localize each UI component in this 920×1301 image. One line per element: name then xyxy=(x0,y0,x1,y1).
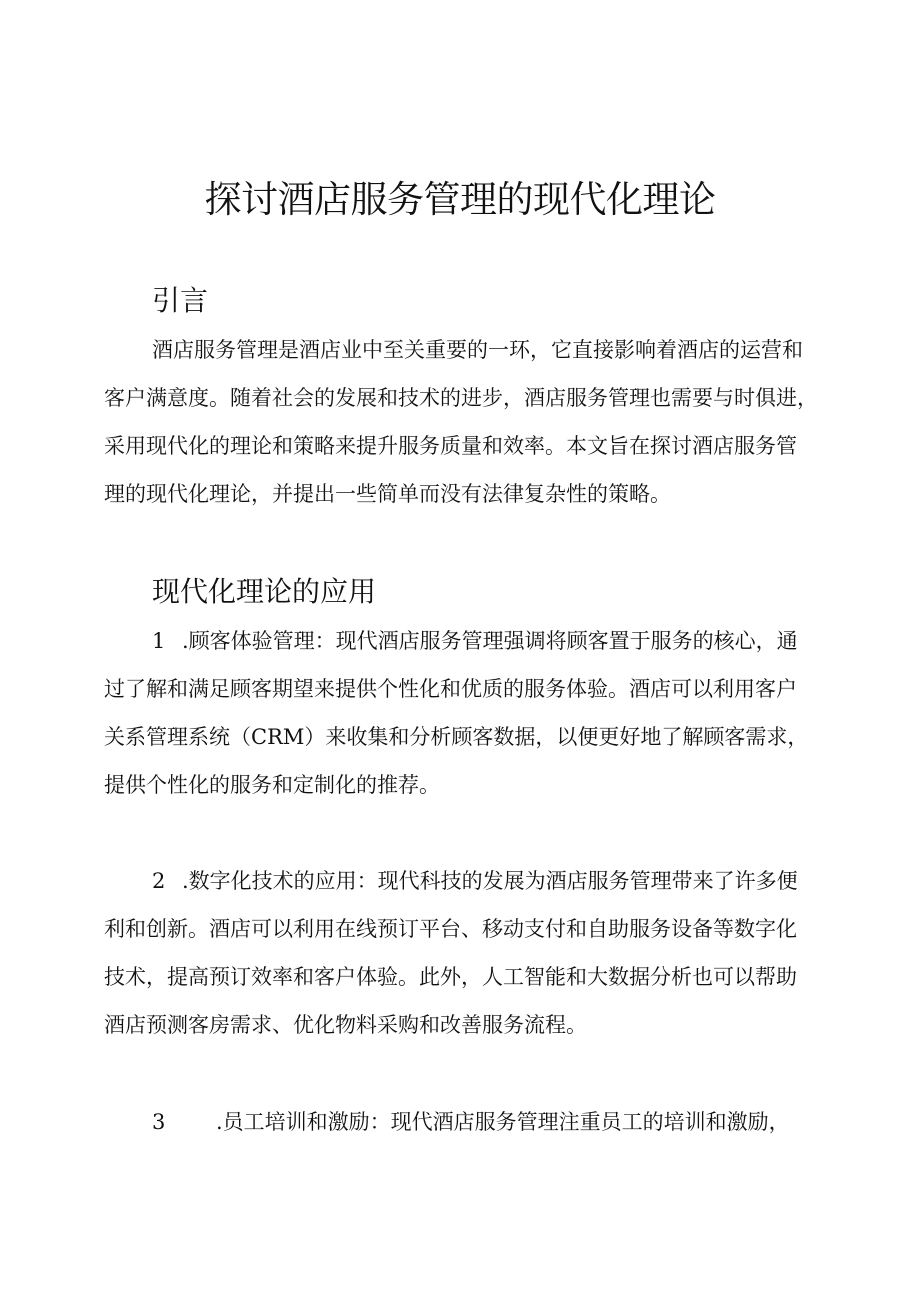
paragraph-line: 关系管理系统（CRM）来收集和分析顾客数据，以便更好地了解顾客需求， xyxy=(104,725,809,749)
paragraph-line: .员工培训和激励：现代酒店服务管理注重员工的培训和激励， xyxy=(216,1110,790,1134)
paragraph-line: 客户满意度。随着社会的发展和技术的进步，酒店服务管理也需要与时俱进， xyxy=(104,386,818,410)
section-heading-applications: 现代化理论的应用 xyxy=(152,575,377,608)
introduction-paragraph xyxy=(104,326,824,518)
list-item-number: 1 xyxy=(152,629,166,653)
list-item-customer-experience xyxy=(104,617,824,809)
document-title: 探讨酒店服务管理的现代化理论 xyxy=(204,178,716,221)
paragraph-line: .顾客体验管理：现代酒店服务管理强调将顾客置于服务的核心，通 xyxy=(182,629,798,653)
list-item-number: 2 xyxy=(152,869,166,893)
paragraph-line: 酒店预测客房需求、优化物料采购和改善服务流程。 xyxy=(104,1013,587,1037)
section-heading-introduction: 引言 xyxy=(152,284,209,317)
paragraph-line: 利和创新。酒店可以利用在线预订平台、移动支付和自助服务设备等数字化 xyxy=(104,917,797,941)
paragraph-line: 过了解和满足顾客期望来提供个性化和优质的服务体验。酒店可以利用客户 xyxy=(104,677,797,701)
paragraph-line: 技术，提高预订效率和客户体验。此外，人工智能和大数据分析也可以帮助 xyxy=(104,965,797,989)
paragraph-line: 理的现代化理论，并提出一些简单而没有法律复杂性的策略。 xyxy=(104,482,671,506)
list-item-staff-training xyxy=(104,1098,824,1146)
list-item-digital-technology xyxy=(104,857,824,1049)
paragraph-line: 酒店服务管理是酒店业中至关重要的一环，它直接影响着酒店的运营和 xyxy=(152,338,803,362)
paragraph-line: .数字化技术的应用：现代科技的发展为酒店服务管理带来了许多便 xyxy=(182,869,798,893)
paragraph-line: 采用现代化的理论和策略来提升服务质量和效率。本文旨在探讨酒店服务管 xyxy=(104,434,797,458)
list-item-number: 3 xyxy=(152,1110,166,1134)
paragraph-line: 提供个性化的服务和定制化的推荐。 xyxy=(104,773,440,797)
